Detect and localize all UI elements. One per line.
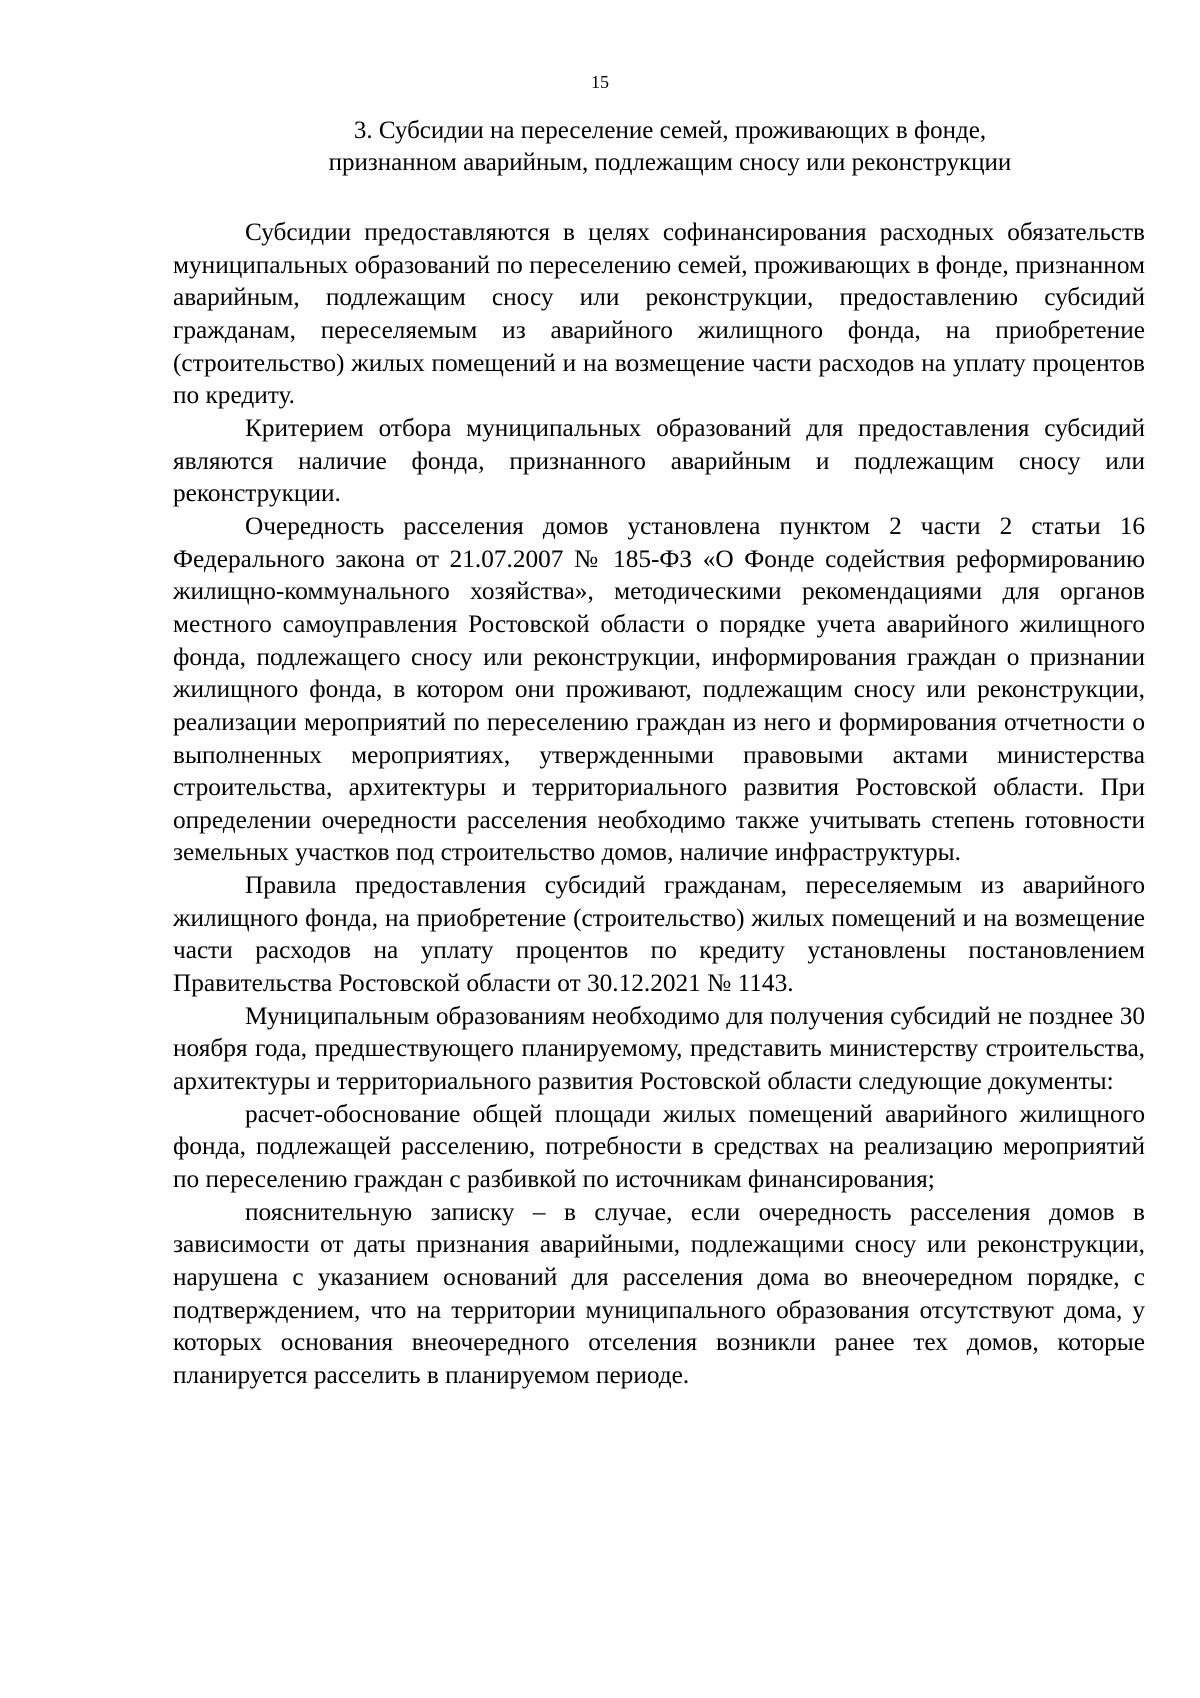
page-number: 15 [591, 72, 609, 92]
section-heading-line-2: признанном аварийным, подлежащим сносу или реконструкции [328, 149, 1012, 176]
section-heading [170, 115, 1170, 179]
body-text [173, 216, 1145, 1392]
paragraph-document-calculation: расчет-обоснование общей площади жилых помещений аварийного жилищного фонда, подлежащей расселению, потребности в средствах на реализацию мероприятий по переселению граждан с разбивкой по источникам финансирования; [173, 1099, 1145, 1194]
section-heading-line-1: 3. Субсидии на переселение семей, проживающих в фонде, [353, 117, 987, 144]
paragraph-document-explanatory-note: пояснительную записку – в случае, если очередность расселения домов в зависимости от даты признания аварийными, подлежащими сносу или реконструкции, нарушена с указанием оснований для расселения дома во внеочередном порядке, с подтверждением, что на территории муниципального образования отсутствуют дома, у которых основания внеочередного отселения возникли ранее тех домов, которые планируется расселить в планируемом периоде. [173, 1197, 1145, 1389]
paragraph-subsidy-rules: Правила предоставления субсидий гражданам, переселяемым из аварийного жилищного фонда, на приобретение (строительство) жилых помещений и на возмещение части расходов на уплату процентов по кредиту установлены постановлением Правительства Ростовской области от 30.12.2021 № 1143. [173, 871, 1145, 998]
paragraph-resettlement-order: Очередность расселения домов установлена пунктом 2 части 2 статьи 16 Федерального закона от 21.07.2007 № 185-ФЗ «О Фонде содействия реформированию жилищно-коммунального хозяйства», методическими рекомендациями для органов местного самоуправления Ростовской области о порядке учета аварийного жилищного фонда, подлежащего сносу или реконструкции, информирования граждан о признании жилищного фонда, в котором они проживают, подлежащим сносу или реконструкции, реализации мероприятий по переселению граждан из него и формирования отчетности о выполненных мероприятиях, утвержденными правовыми актами министерства строительства, архитектуры и территориального развития Ростовской области. При определении очередности расселения необходимо также учитывать степень готовности земельных участков под строительство домов, наличие инфраструктуры. [173, 511, 1145, 867]
paragraph-required-documents: Муниципальным образованиям необходимо для получения субсидий не позднее 30 ноября года, предшествующего планируемому, представить министерству строительства, архитектуры и территориального развития Ростовской области следующие документы: [173, 1001, 1145, 1096]
paragraph-subsidy-purpose: Субсидии предоставляются в целях софинансирования расходных обязательств муниципальных образований по переселению семей, проживающих в фонде, признанном аварийным, подлежащим сносу или реконструкции, предоставлению субсидий гражданам, переселяемым из аварийного жилищного фонда, на приобретение (строительство) жилых помещений и на возмещение части расходов на уплату процентов по кредиту. [173, 218, 1145, 410]
paragraph-selection-criteria: Критерием отбора муниципальных образований для предоставления субсидий являются наличие фонда, признанного аварийным и подлежащим сносу или реконструкции. [173, 413, 1145, 508]
